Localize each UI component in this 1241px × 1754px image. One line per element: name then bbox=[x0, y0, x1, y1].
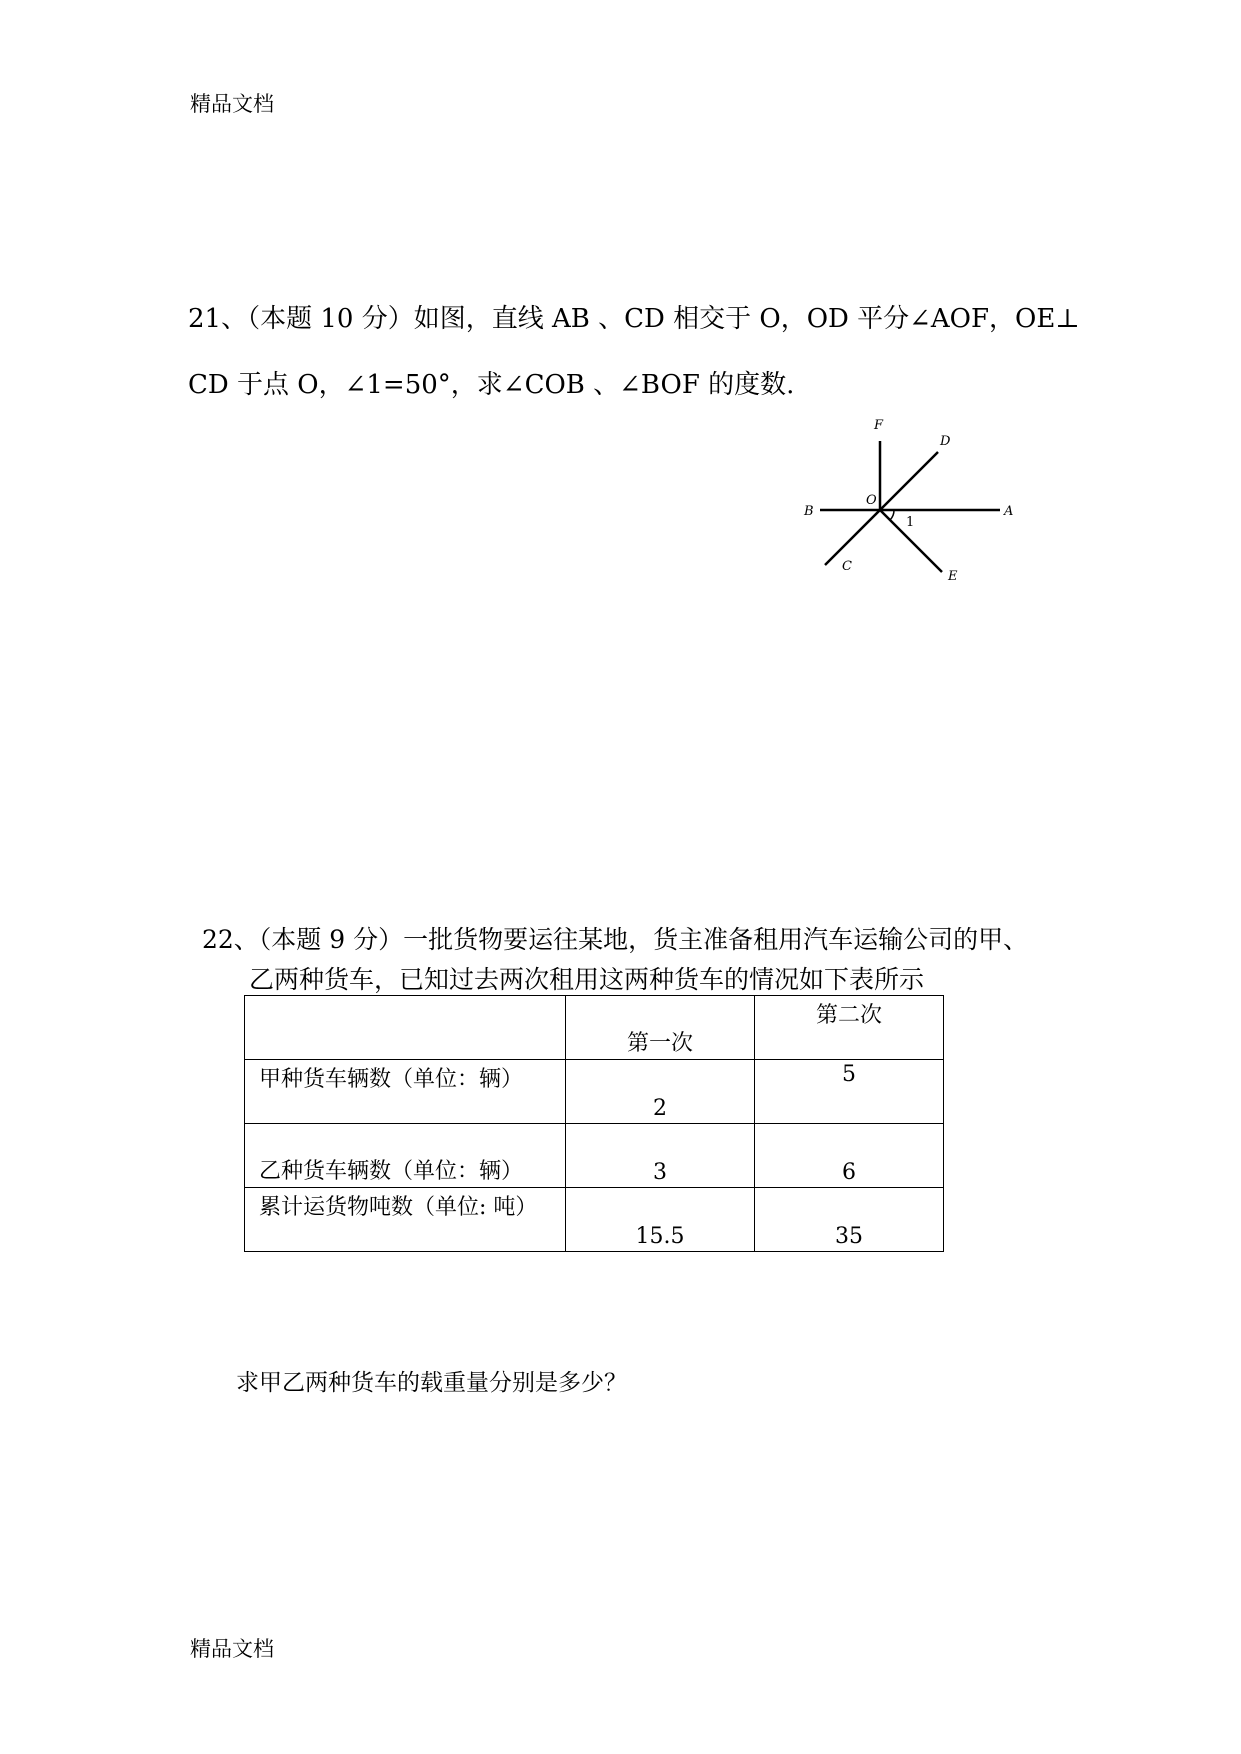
cell-second: 35 bbox=[755, 1188, 944, 1252]
table-header-row bbox=[245, 996, 944, 1060]
label-angle-1: 1 bbox=[906, 515, 915, 530]
question-22-line-2: 乙两种货车，已知过去两次租用这两种货车的情况如下表所示 bbox=[249, 965, 925, 994]
cell-first: 3 bbox=[566, 1124, 755, 1188]
page-header: 精品文档 bbox=[190, 92, 274, 116]
cell-first: 2 bbox=[566, 1060, 755, 1124]
label-o: O bbox=[866, 493, 877, 508]
label-e: E bbox=[948, 569, 958, 584]
header-cell-empty bbox=[245, 996, 566, 1060]
cell-second: 5 bbox=[755, 1060, 944, 1124]
table-row bbox=[245, 1060, 944, 1124]
row-label: 甲种货车辆数（单位：辆） bbox=[245, 1060, 566, 1124]
line-cd bbox=[825, 452, 938, 565]
row-label: 乙种货车辆数（单位：辆） bbox=[245, 1124, 566, 1188]
cell-second: 6 bbox=[755, 1124, 944, 1188]
label-a: A bbox=[1004, 504, 1014, 519]
intersecting-lines-diagram bbox=[790, 415, 1030, 590]
page-footer: 精品文档 bbox=[190, 1637, 274, 1661]
table-row bbox=[245, 1188, 944, 1252]
label-c: C bbox=[842, 559, 852, 574]
header-cell-first: 第一次 bbox=[566, 996, 755, 1060]
question-22-prompt: 求甲乙两种货车的载重量分别是多少？ bbox=[236, 1370, 627, 1396]
label-b: B bbox=[804, 504, 814, 519]
geometry-figure bbox=[790, 415, 1030, 590]
label-f: F bbox=[874, 418, 884, 433]
cargo-table bbox=[244, 995, 944, 1252]
label-d: D bbox=[940, 434, 951, 449]
question-21-line-1: 21、（本题 10 分）如图，直线 AB 、CD 相交于 O，OD 平分∠AOF，OE⊥ bbox=[188, 304, 1080, 334]
cell-first: 15.5 bbox=[566, 1188, 755, 1252]
table-row bbox=[245, 1124, 944, 1188]
question-21-line-2: CD 于点 O，∠1=50°，求∠COB 、∠BOF 的度数. bbox=[188, 370, 795, 400]
angle-1-arc bbox=[890, 510, 894, 520]
header-cell-second: 第二次 bbox=[755, 996, 944, 1060]
row-label: 累计运货物吨数（单位: 吨） bbox=[245, 1188, 566, 1252]
question-22-line-1: 22、（本题 9 分）一批货物要运往某地，货主准备租用汽车运输公司的甲、 bbox=[202, 925, 1029, 954]
